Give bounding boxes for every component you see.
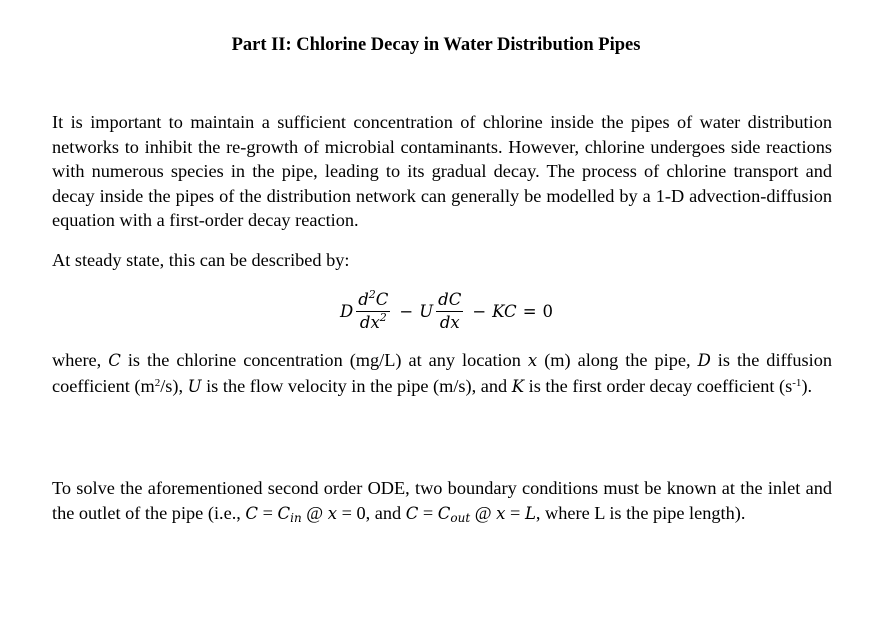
where-text-2: is the chlorine concentration (mg/L) at any location [120,350,528,370]
eq-frac2-denominator: dx [439,312,460,332]
eq-frac1-numerator [356,289,390,312]
eq-frac2-numerator: dC [436,289,463,312]
bc-text-1: To solve the aforementioned second order ODE, two boundary conditions must be known at the inlet and the outlet of the pipe (i.e., [52,478,832,523]
boundary-conditions-paragraph [52,476,832,530]
var-u: U [187,376,202,396]
var-c: C [108,351,121,370]
bc-eq-1b: = 0 [337,502,366,523]
variable-definitions [52,348,832,399]
where-text-6: is the flow velocity in the pipe (m/s), and [201,375,512,396]
intro-paragraph: It is important to maintain a sufficient concentration of chlorine inside the pipes of water distribution networks to inhibit the re-growth of microbial contaminants. However, chlorine undergoes side reactions with numerous species in the pipe, leading to its gradual decay. The process of chlorine transport and decay inside the pipes of the distribution network can generally be modelled by a 1-D advection-diffusion equation with a first-order decay reaction. [52,112,832,231]
eq-frac1-den-exp: 2 [379,310,387,324]
eq-frac1-var: C [375,289,389,309]
where-text-5: /s), [160,375,188,396]
eq-frac1-denominator [358,312,389,334]
eq-frac1-num-exp: 2 [368,287,376,301]
bc-sub-in: in [290,510,302,525]
bc-var-cin: C [277,503,291,523]
var-x: x [527,351,538,370]
var-d: D [697,351,711,370]
unit-exponent-neg1: -1 [792,376,802,389]
eq-frac1-dx: dx [359,312,380,332]
eq-minus-2: − [472,301,487,321]
bc-eq-2b: = [505,502,525,523]
where-text-3: (m) along the pipe, [537,350,698,370]
bc-var-x1: x [327,503,337,523]
eq-equals: = [522,301,537,321]
eq-term-kc: KC [492,301,517,321]
eq-first-derivative [436,289,463,334]
governing-equation [340,283,553,339]
bc-at-2: @ [470,502,497,523]
eq-frac1-d: d [358,289,369,309]
var-k: K [511,376,525,396]
bc-at-1: @ [301,502,328,523]
steady-state-intro: At steady state, this can be described by: [52,250,350,270]
section-title: Part II: Chlorine Decay in Water Distribution Pipes [231,35,641,55]
bc-var-c2: C [405,503,419,523]
bc-eq-1: = [258,502,278,523]
bc-text-3: , where L is the pipe length). [535,502,746,523]
eq-coef-d: D [340,301,354,321]
where-text-8: ). [801,375,813,396]
eq-rhs: 0 [542,301,554,321]
eq-minus-1: − [399,301,414,321]
unit-exponent-2: 2 [154,376,161,389]
bc-text-2: , and [365,502,406,523]
bc-var-x2: x [496,503,506,523]
bc-var-cout: C [437,503,451,523]
bc-sub-out: out [450,510,471,525]
where-text-7: is the first order decay coefficient (s [524,375,793,396]
bc-eq-2: = [418,502,438,523]
eq-second-derivative [356,289,390,334]
where-text-1: where, [52,350,109,370]
eq-coef-u: U [419,301,434,321]
bc-var-c1: C [245,503,259,523]
bc-var-l: L [524,503,536,523]
where-text-4: is the diffusion coefficient (m [52,350,832,396]
